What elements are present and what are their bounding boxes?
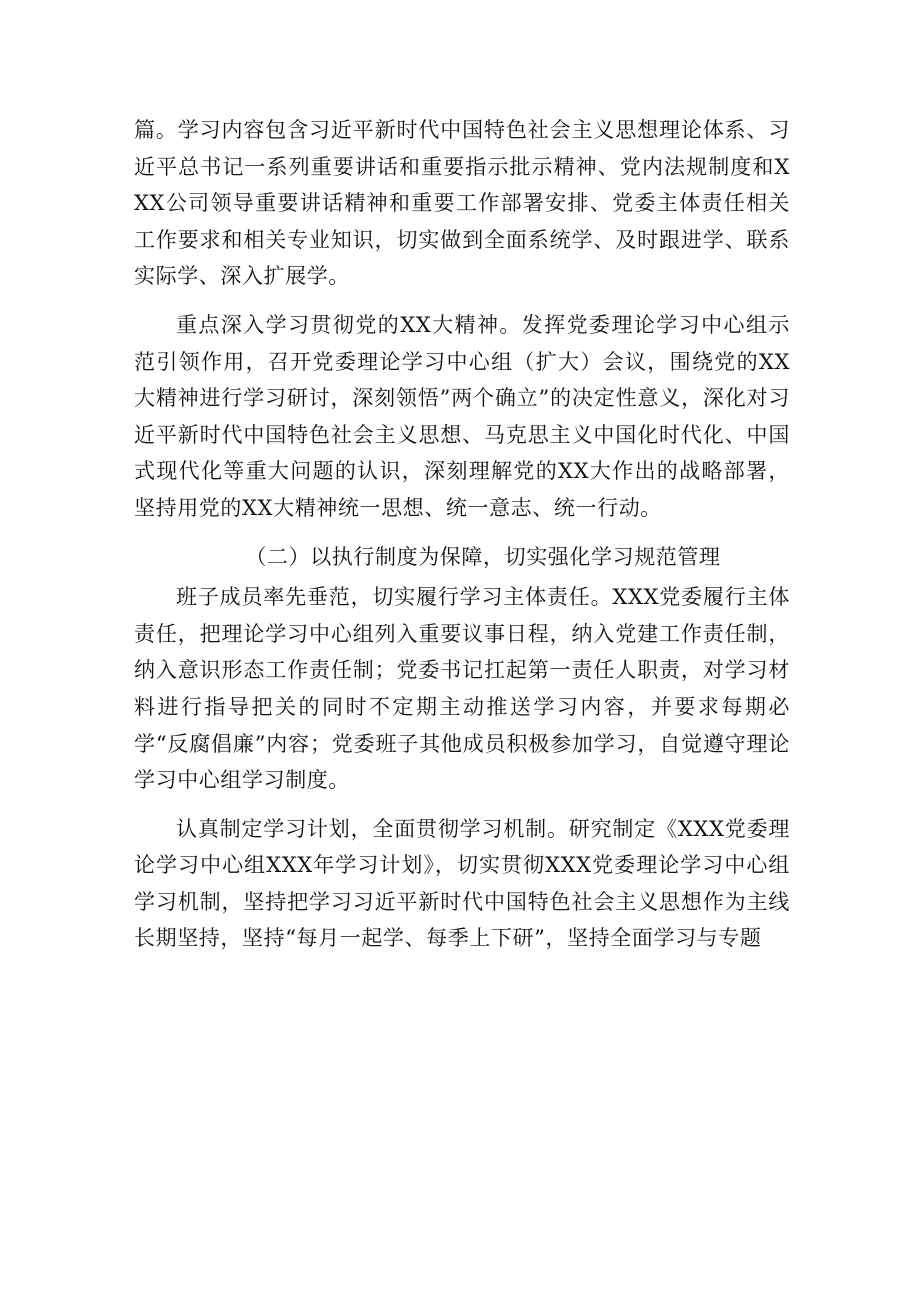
section-heading: （二）以执行制度为保障，切实强化学习规范管理 <box>245 544 721 569</box>
paragraph-leadership-example: 班子成员率先垂范，切实履行学习主体责任。XXX党委履行主体责任，把理论学习中心组列入重要议事日程，纳入党建工作责任制，纳入意识形态工作责任制；党委书记扛起第一责任人职责，对学习材料进行指导把关的同时不定期主动推送学习内容，并要求每期必学“反腐倡廉”内容；党委班子其他成员积极参加学习，自觉遵守理论学习中心组学习制度。 <box>134 585 790 793</box>
paragraph-study-content: 篇。学习内容包含习近平新时代中国特色社会主义思想理论体系、习近平总书记一系列重要讲话和重要指示批示精神、党内法规制度和XXX公司领导重要讲话精神和重要工作部署安排、党委主体责任相关工作要求和相关专业知识，切实做到全面系统学、及时跟进学、联系实际学、深入扩展学。 <box>134 118 790 289</box>
paragraph-study-plan: 认真制定学习计划，全面贯彻学习机制。研究制定《XXX党委理论学习中心组XXX年学习计划》，切实贯彻XXX党委理论学习中心组学习机制，坚持把学习习近平新时代中国特色社会主义思想作为主线长期坚持，坚持“每月一起学、每季上下研”，坚持全面学习与专题 <box>134 816 790 951</box>
document-page <box>134 112 790 969</box>
paragraph-xx-congress-spirit: 重点深入学习贯彻党的XX大精神。发挥党委理论学习中心组示范引领作用，召开党委理论学习中心组（扩大）会议，围绕党的XX大精神进行学习研讨，深刻领悟”两个确立”的决定性意义，深化对习近平新时代中国特色社会主义思想、马克思主义中国化时代化、中国式现代化等重大问题的认识，深刻理解党的XX大作出的战略部署，坚持用党的XX大精神统一思想、统一意志、统一行动。 <box>134 312 790 520</box>
